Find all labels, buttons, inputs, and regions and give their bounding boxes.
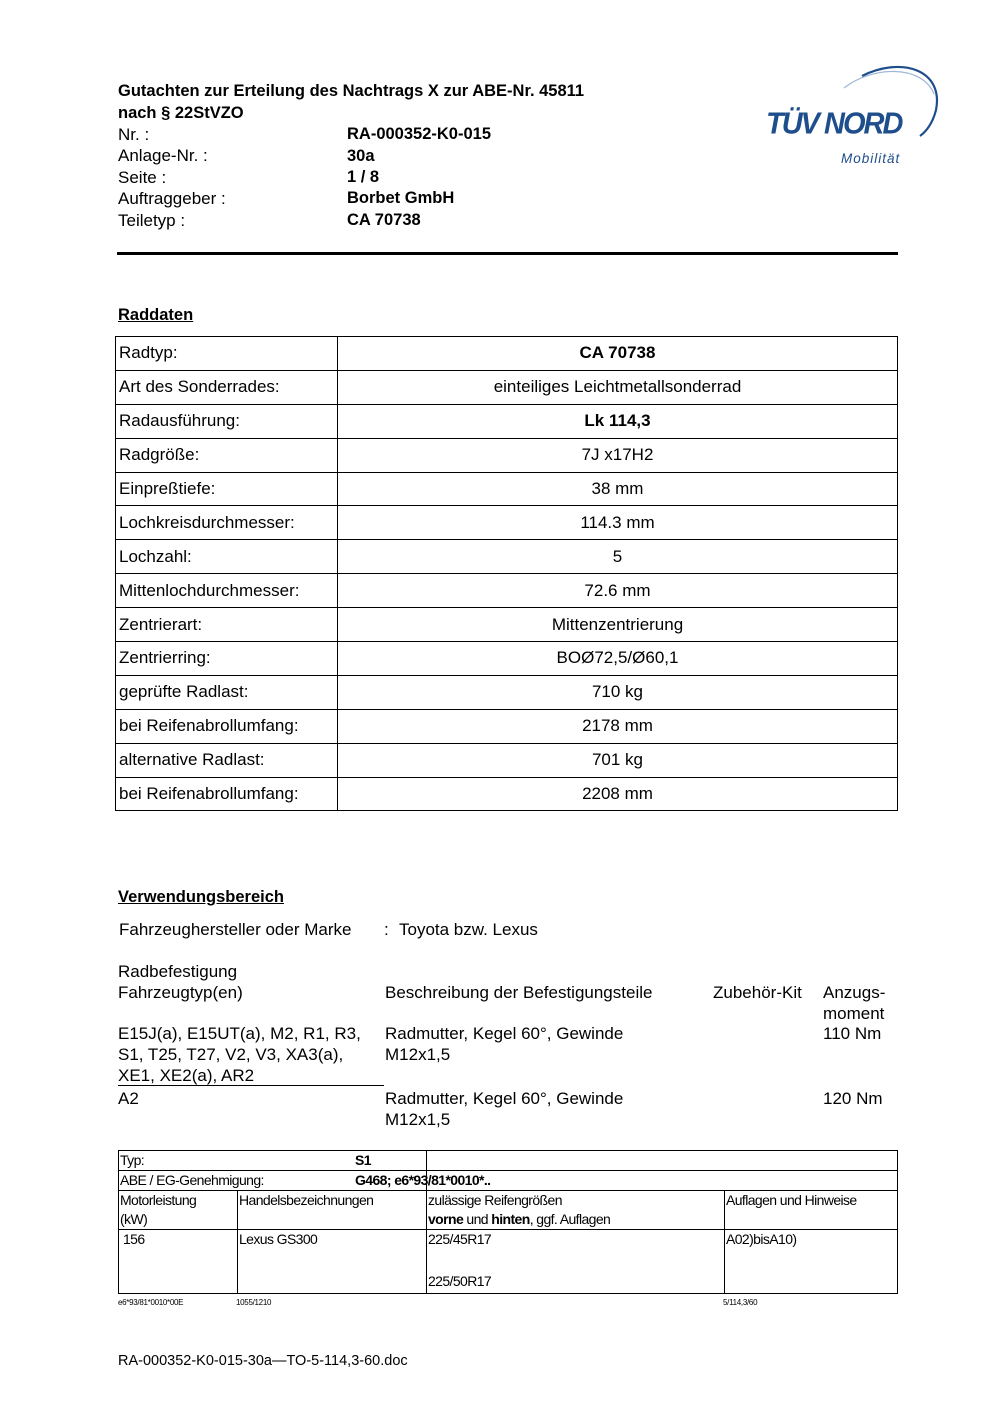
- abe-cell: [119, 1171, 491, 1191]
- typ-table: [118, 1150, 898, 1294]
- col-label-hinten: hinten: [491, 1211, 530, 1227]
- header-value: 30a: [347, 147, 375, 165]
- table-row: [116, 472, 898, 506]
- logo-sub: Mobilität: [841, 151, 901, 166]
- name-cell: Lexus GS300: [238, 1230, 427, 1294]
- typ-label: Typ:: [120, 1152, 145, 1168]
- header-label: Teiletyp :: [118, 211, 186, 230]
- col-label-und: und: [466, 1211, 488, 1227]
- col-label: zulässige Reifengrößen: [428, 1192, 562, 1208]
- moment-value: 110 Nm: [823, 1024, 882, 1043]
- hersteller-separator: :: [384, 920, 389, 939]
- col-label-sub: [428, 1210, 723, 1229]
- table-row: [116, 438, 898, 472]
- abe-cell: [427, 1171, 898, 1191]
- tire-size: 225/50R17: [428, 1273, 492, 1289]
- table-row: [116, 404, 898, 438]
- fahrzeugtyp-line: A2: [118, 1089, 139, 1108]
- col-label: Handelsbezeichnungen: [239, 1192, 374, 1208]
- col-label: Auflagen und Hinweise: [726, 1192, 857, 1208]
- table-cell: 72.6 mm: [338, 574, 898, 608]
- fahrzeugtyp-line: E15J(a), E15UT(a), M2, R1, R3,: [118, 1024, 361, 1043]
- col-label: (kW): [120, 1211, 148, 1227]
- table-row: [119, 1191, 898, 1230]
- table-footnote: e6*93/81*0010*00E: [118, 1298, 184, 1307]
- table-row: [116, 709, 898, 743]
- table-cell: Zentrierart:: [116, 608, 338, 642]
- table-row: [116, 608, 898, 642]
- table-row: [116, 540, 898, 574]
- table-row: [119, 1151, 898, 1171]
- header-cell: [427, 1191, 725, 1230]
- header-cell: [725, 1191, 898, 1230]
- tire-size: 225/45R17: [428, 1231, 492, 1247]
- typ-cell: [427, 1151, 898, 1171]
- fahrzeugtyp-line: S1, T25, T27, V2, V3, XA3(a),: [118, 1045, 344, 1064]
- col-beschreibung: Beschreibung der Befestigungsteile: [385, 983, 653, 1002]
- table-cell: 7J x17H2: [338, 438, 898, 472]
- table-cell: 701 kg: [338, 743, 898, 777]
- document-title: Gutachten zur Erteilung des Nachtrags X zur ABE-Nr. 45811 nach § 22StVZO: [118, 82, 585, 122]
- table-cell: geprüfte Radlast:: [116, 675, 338, 709]
- table-row: [119, 1171, 898, 1191]
- table-row: [116, 675, 898, 709]
- table-cell: Art des Sonderrades:: [116, 370, 338, 404]
- table-cell: Radgröße:: [116, 438, 338, 472]
- table-cell: BOØ72,5/Ø60,1: [338, 642, 898, 676]
- header-label: Anlage-Nr. :: [118, 146, 208, 165]
- table-cell: 2208 mm: [338, 777, 898, 811]
- col-moment: Anzugs-: [823, 983, 886, 1002]
- table-footnote: 5/114,3/60: [723, 1298, 758, 1307]
- header-label: Auftraggeber :: [118, 189, 226, 208]
- fahrzeugtyp-line: XE1, XE2(a), AR2: [118, 1066, 255, 1085]
- abe-label: ABE / EG-Genehmigung:: [120, 1172, 264, 1188]
- col-label-rest: , ggf. Auflagen: [529, 1211, 611, 1227]
- col-fahrzeugtyp: Fahrzeugtyp(en): [118, 983, 243, 1002]
- row-separator: [118, 1085, 384, 1086]
- col-label-vorne: vorne: [428, 1211, 464, 1227]
- hersteller-label: Fahrzeughersteller oder Marke: [119, 920, 352, 939]
- raddaten-heading: Raddaten: [118, 306, 194, 324]
- table-cell: 38 mm: [338, 472, 898, 506]
- header-value: 1 / 8: [347, 168, 380, 186]
- logo-brand: TÜV NORD: [766, 107, 902, 141]
- beschreibung-line: M12x1,5: [385, 1045, 451, 1064]
- header-cell: [119, 1191, 238, 1230]
- col-moment: moment: [823, 1004, 885, 1023]
- tuv-nord-logo: [762, 58, 942, 170]
- table-row: [116, 506, 898, 540]
- table-cell: bei Reifenabrollumfang:: [116, 709, 338, 743]
- footer-filename: RA-000352-K0-015-30a—TO-5-114,3-60.doc: [118, 1353, 408, 1369]
- header-label: Seite :: [118, 168, 167, 187]
- tire-cell: [427, 1230, 725, 1294]
- header-divider: [117, 252, 898, 255]
- header-cell: [238, 1191, 427, 1230]
- header-value: Borbet GmbH: [347, 189, 455, 207]
- abe-value: G468; e6*93/81*0010*..: [355, 1172, 491, 1188]
- table-cell: alternative Radlast:: [116, 743, 338, 777]
- table-cell: 2178 mm: [338, 709, 898, 743]
- beschreibung-line: Radmutter, Kegel 60°, Gewinde: [385, 1089, 624, 1108]
- table-row: [116, 370, 898, 404]
- table-cell: Lochkreisdurchmesser:: [116, 506, 338, 540]
- radbefestigung-label: Radbefestigung: [118, 962, 238, 981]
- moment-value: 120 Nm: [823, 1089, 883, 1108]
- header-value: RA-000352-K0-015: [347, 125, 491, 143]
- table-footnote: 1055/1210: [236, 1298, 272, 1307]
- col-kit: Zubehör-Kit: [713, 983, 802, 1002]
- table-row: [116, 743, 898, 777]
- table-cell: Radtyp:: [116, 337, 338, 371]
- raddaten-table: [115, 336, 898, 811]
- table-cell: bei Reifenabrollumfang:: [116, 777, 338, 811]
- table-cell: Mittenlochdurchmesser:: [116, 574, 338, 608]
- header-value: CA 70738: [347, 211, 421, 229]
- table-cell: Zentrierring:: [116, 642, 338, 676]
- kw-cell: 156: [119, 1230, 238, 1294]
- table-cell: Mittenzentrierung: [338, 608, 898, 642]
- table-row: [116, 337, 898, 371]
- beschreibung-line: Radmutter, Kegel 60°, Gewinde: [385, 1024, 624, 1043]
- col-label: Motorleistung: [120, 1192, 197, 1208]
- table-row: [116, 777, 898, 811]
- table-cell: einteiliges Leichtmetallsonderrad: [338, 370, 898, 404]
- table-row: [116, 642, 898, 676]
- table-cell: 114.3 mm: [338, 506, 898, 540]
- table-cell: Lk 114,3: [338, 404, 898, 438]
- table-row: [116, 574, 898, 608]
- verwendung-heading: Verwendungsbereich: [118, 888, 284, 906]
- spacer: [428, 1249, 723, 1272]
- table-cell: Lochzahl:: [116, 540, 338, 574]
- table-cell: CA 70738: [338, 337, 898, 371]
- notes-cell: A02)bisA10): [725, 1230, 898, 1294]
- table-cell: Radausführung:: [116, 404, 338, 438]
- table-cell: 710 kg: [338, 675, 898, 709]
- hersteller-value: Toyota bzw. Lexus: [399, 920, 538, 939]
- table-row: [119, 1230, 898, 1294]
- table-cell: 5: [338, 540, 898, 574]
- typ-cell: [119, 1151, 427, 1171]
- typ-value: S1: [355, 1152, 371, 1168]
- beschreibung-line: M12x1,5: [385, 1110, 451, 1129]
- table-cell: Einpreßtiefe:: [116, 472, 338, 506]
- header-label: Nr. :: [118, 125, 150, 144]
